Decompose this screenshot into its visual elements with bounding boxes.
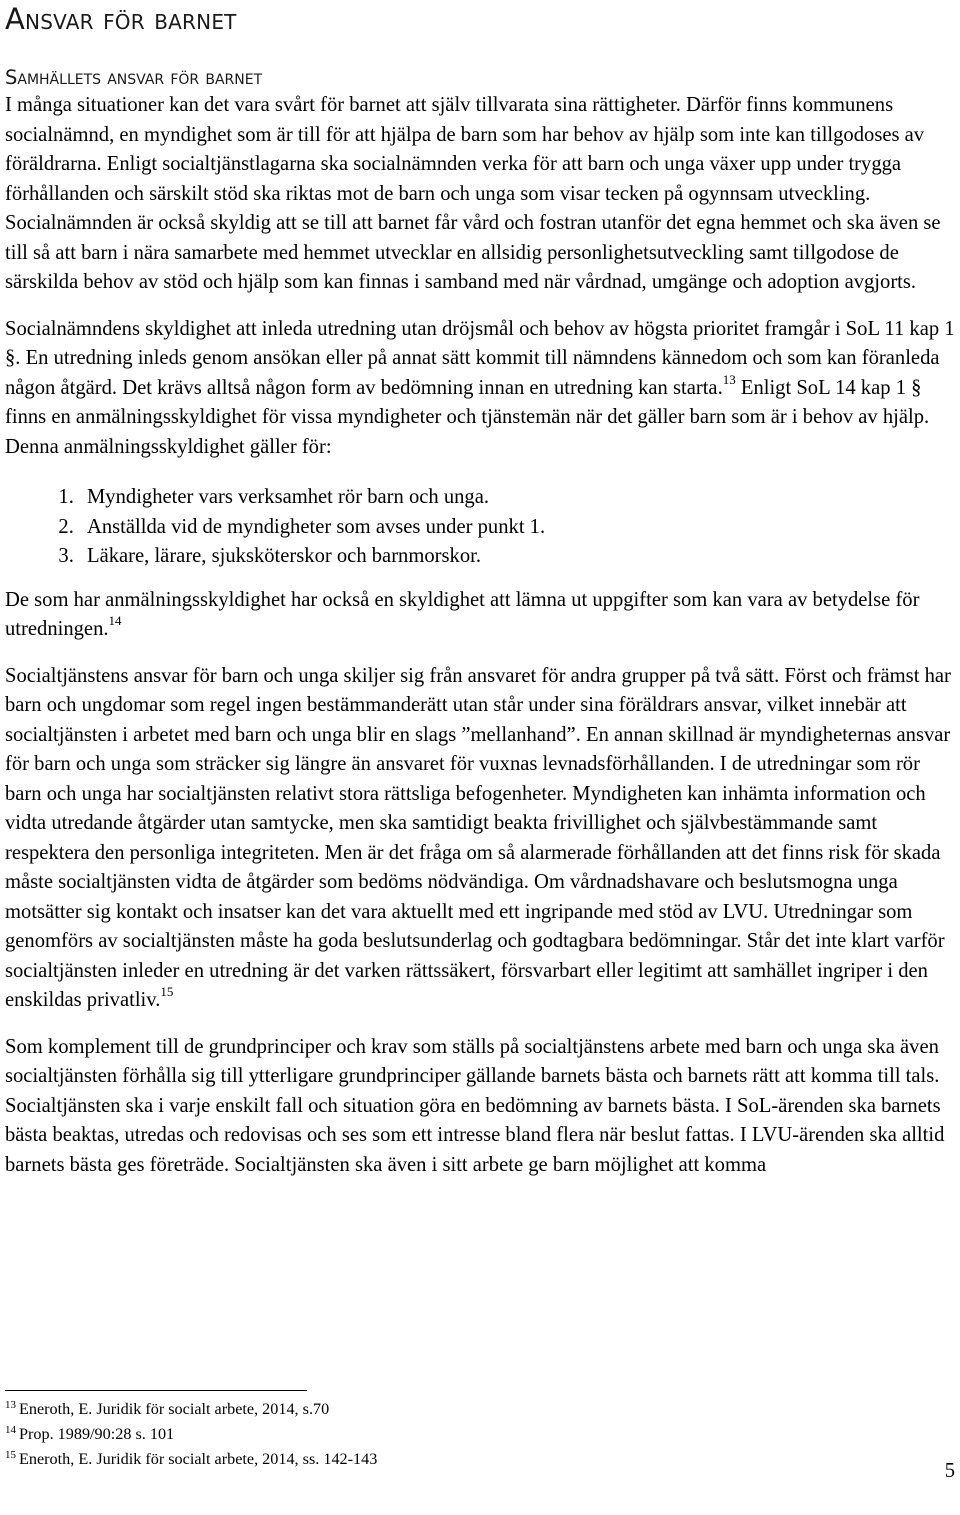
- footnote-number: 14: [5, 1424, 16, 1437]
- list-item: 1. Myndigheter vars verksamhet rör barn och unga.: [79, 483, 957, 513]
- footnote-ref-15: 15: [160, 984, 174, 1000]
- footnote-ref-14: 14: [108, 613, 122, 629]
- footnote-ref-13: 13: [722, 371, 736, 387]
- paragraph-4-text: Socialtjänstens ansvar för barn och unga skiljer sig från ansvaret för andra grupper på två sätt. Först och främst har barn och ungdomar som regel ingen bestämmanderätt utan står under sina föräldrars ansvar, vilket innebär att socialtjänsten i arbetet med barn och unga blir en slags ”mellanhand”. En annan skillnad är myndigheternas ansvar för barn och unga som sträcker sig längre än ansvaret för vuxnas levnadsförhållanden. I de utredningar som rör barn och unga har socialtjänsten relativt stora rättsliga befogenheter. Myndigheten kan inhämta information och vidta utredande åtgärder utan samtycke, men ska samtidigt beakta frivillighet och självbestämmande samt respektera den personliga integriteten. Men är det fråga om så alarmerade förhållanden att det finns risk för skada måste socialtjänsten vidta de åtgärder som bedöms nödvändiga. Om vårdnadshavare och beslutsmogna unga motsätter sig kontakt och insatser kan det vara aktuellt med ett ingripande med stöd av LVU. Utredningar som genomförs av socialtjänsten måste ha goda beslutsunderlag och godtagbara bedömningar. Står det inte klart varför socialtjänsten inleder en utredning är det varken rättssäkert, försvarbart eller legitimt att samhället ingriper i den enskildas privatliv.: [5, 664, 951, 1011]
- page-heading: Ansvar för barnet: [5, 2, 237, 36]
- paragraph-1: I många situationer kan det vara svårt för barnet att själv tillvarata sina rättigheter. Därför finns kommunens socialnämnd, en myndighet som är till för att hjälpa de barn som har behov av hjälp som inte kan tillgodoses av föräldrarna. Enligt socialtjänstlagarna ska socialnämnden verka för att barn och unga växer upp under trygga förhållanden och särskilt stöd ska riktas mot de barn och unga som visar tecken på ogynnsam utveckling. Socialnämnden är också skyldig att se till att barnet får vård och fostran utanför det egna hemmet och ska även se till så att barn i nära samarbete med hemmet utvecklar en allsidig personlighetsutveckling samt tillgodose de särskilda behov av stöd och hjälp som kan finnas i samband med när vårdnad, umgänge och adoption avgjorts.: [5, 94, 941, 293]
- paragraph-3-text: De som har anmälningsskyldighet har också en skyldighet att lämna ut uppgifter som kan vara av betydelse för utredningen.: [5, 588, 920, 640]
- footnote-separator: [5, 1390, 307, 1391]
- footnote-number: 13: [5, 1399, 16, 1411]
- footnote-text: Eneroth, E. Juridik för socialt arbete, 2014, s.70: [19, 1400, 330, 1418]
- paragraph-3: [5, 586, 957, 645]
- body-text: [5, 91, 957, 1197]
- footnote: [5, 1448, 905, 1473]
- footnote: [5, 1423, 905, 1448]
- list-item: 2. Anställda vid de myndigheter som avses under punkt 1.: [79, 513, 957, 543]
- footnote-number: 15: [5, 1449, 16, 1462]
- section-heading: Samhällets ansvar för barnet: [5, 66, 263, 89]
- list-item: 3. Läkare, lärare, sjuksköterskor och barnmorskor.: [79, 542, 957, 572]
- reporting-duty-list: [5, 483, 957, 572]
- paragraph-5: Som komplement till de grundprinciper och krav som ställs på socialtjänstens arbete med barn och unga ska även socialtjänsten förhålla sig till ytterligare grundprinciper gällande barnets bästa och barnets rätt att komma till tals. Socialtjänsten ska i varje enskilt fall och situation göra en bedömning av barnets bästa. I SoL-ärenden ska barnets bästa beaktas, utredas och redovisas och ses som ett intresse bland flera när beslut fattas. I LVU-ärenden ska alltid barnets bästa ges företräde. Socialtjänsten ska även i sitt arbete ge barn möjlighet att komma: [5, 1035, 945, 1176]
- page-number: 5: [944, 1460, 955, 1482]
- footnote-text: Eneroth, E. Juridik för socialt arbete, 2014, ss. 142-143: [19, 1450, 378, 1469]
- footnote: [5, 1398, 905, 1423]
- paragraph-2: [5, 315, 957, 463]
- paragraph-2-text-b: Enligt SoL 14 kap 1 § finns en anmälningsskyldighet för vissa myndigheter och tjänstemän när det gäller barn som är i behov av hjälp. Denna anmälningsskyldighet gäller för:: [5, 376, 930, 458]
- footnote-text: Prop. 1989/90:28 s. 101: [19, 1425, 175, 1444]
- footnotes: [5, 1398, 905, 1474]
- paragraph-2-text-a: Socialnämndens skyldighet att inleda utredning utan dröjsmål och behov av högsta prioritet framgår i SoL 11 kap 1 §. En utredning inleds genom ansökan eller på annat sätt kommit till nämndens kännedom och som kan föranleda någon åtgärd. Det krävs alltså någon form av bedömning innan en utredning kan starta.: [5, 317, 955, 399]
- paragraph-4: [5, 662, 957, 1016]
